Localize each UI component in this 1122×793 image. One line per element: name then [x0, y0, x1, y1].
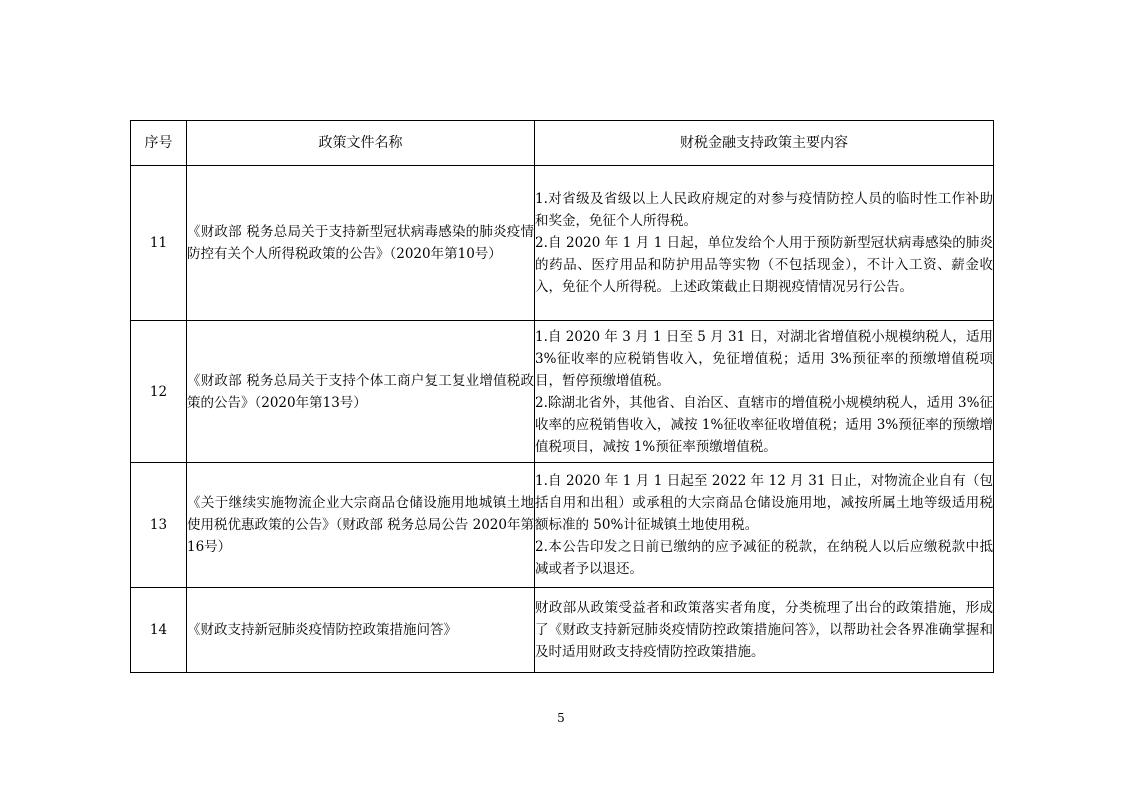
- document-name: 《关于继续实施物流企业大宗商品仓储设施用地城镇土地使用税优惠政策的公告》（财政部 税务总局公告 2020年第16号）: [187, 463, 535, 588]
- policy-item: 1.自 2020 年 1 月 1 日起至 2022 年 12 月 31 日止，对物流企业自有（包括自用和出租）或承租的大宗商品仓储设施用地，减按所属土地等级适用税额标准的 50%计征城镇土地使用税。: [535, 473, 993, 533]
- table-row: [131, 321, 994, 463]
- policy-item: 1.对省级及省级以上人民政府规定的对参与疫情防控人员的临时性工作补助和奖金，免征个人所得税。: [535, 191, 993, 229]
- document-name: 《财政支持新冠肺炎疫情防控政策措施问答》: [187, 588, 535, 673]
- row-number: 14: [131, 588, 187, 673]
- header-serial: 序号: [131, 121, 187, 166]
- policy-item: 2.自 2020 年 1 月 1 日起，单位发给个人用于预防新型冠状病毒感染的肺炎的药品、医疗用品和防护用品等实物（不包括现金），不计入工资、薪金收入，免征个人所得税。上述政策截止日期视疫情情况另行公告。: [535, 235, 993, 295]
- row-number: 12: [131, 321, 187, 463]
- policy-item: 2.除湖北省外，其他省、自治区、直辖市的增值税小规模纳税人，适用 3%征收率的应税销售收入，减按 1%征收率征收增值税；适用 3%预征率的预缴增值税项目，减按 1%预征率预缴增值税。: [535, 394, 993, 455]
- policy-content: [535, 321, 994, 463]
- policy-content: [535, 588, 994, 673]
- policy-item: 1.自 2020 年 3 月 1 日至 5 月 31 日，对湖北省增值税小规模纳税人，适用 3%征收率的应税销售收入，免征增值税；适用 3%预征率的预缴增值税项目，暂停预缴增值税。: [535, 328, 993, 389]
- table-header-row: [131, 121, 994, 166]
- document-name: 《财政部 税务总局关于支持新型冠状病毒感染的肺炎疫情防控有关个人所得税政策的公告》（2020年第10号）: [187, 166, 535, 321]
- policy-content: [535, 166, 994, 321]
- page-number: 5: [557, 711, 565, 725]
- document-name: 《财政部 税务总局关于支持个体工商户复工复业增值税政策的公告》（2020年第13号）: [187, 321, 535, 463]
- header-policy-content: 财税金融支持政策主要内容: [535, 121, 994, 166]
- table-row: [131, 463, 994, 588]
- table-row: [131, 166, 994, 321]
- policy-table: [130, 120, 994, 673]
- row-number: 11: [131, 166, 187, 321]
- policy-item: 2.本公告印发之日前已缴纳的应予减征的税款，在纳税人以后应缴税款中抵减或者予以退还。: [535, 539, 993, 577]
- policy-content: [535, 463, 994, 588]
- policy-item: 财政部从政策受益者和政策落实者角度，分类梳理了出台的政策措施，形成了《财政支持新冠肺炎疫情防控政策措施问答》，以帮助社会各界准确掌握和及时适用财政支持疫情防控政策措施。: [535, 600, 993, 660]
- row-number: 13: [131, 463, 187, 588]
- header-document-name: 政策文件名称: [187, 121, 535, 166]
- table-row: [131, 588, 994, 673]
